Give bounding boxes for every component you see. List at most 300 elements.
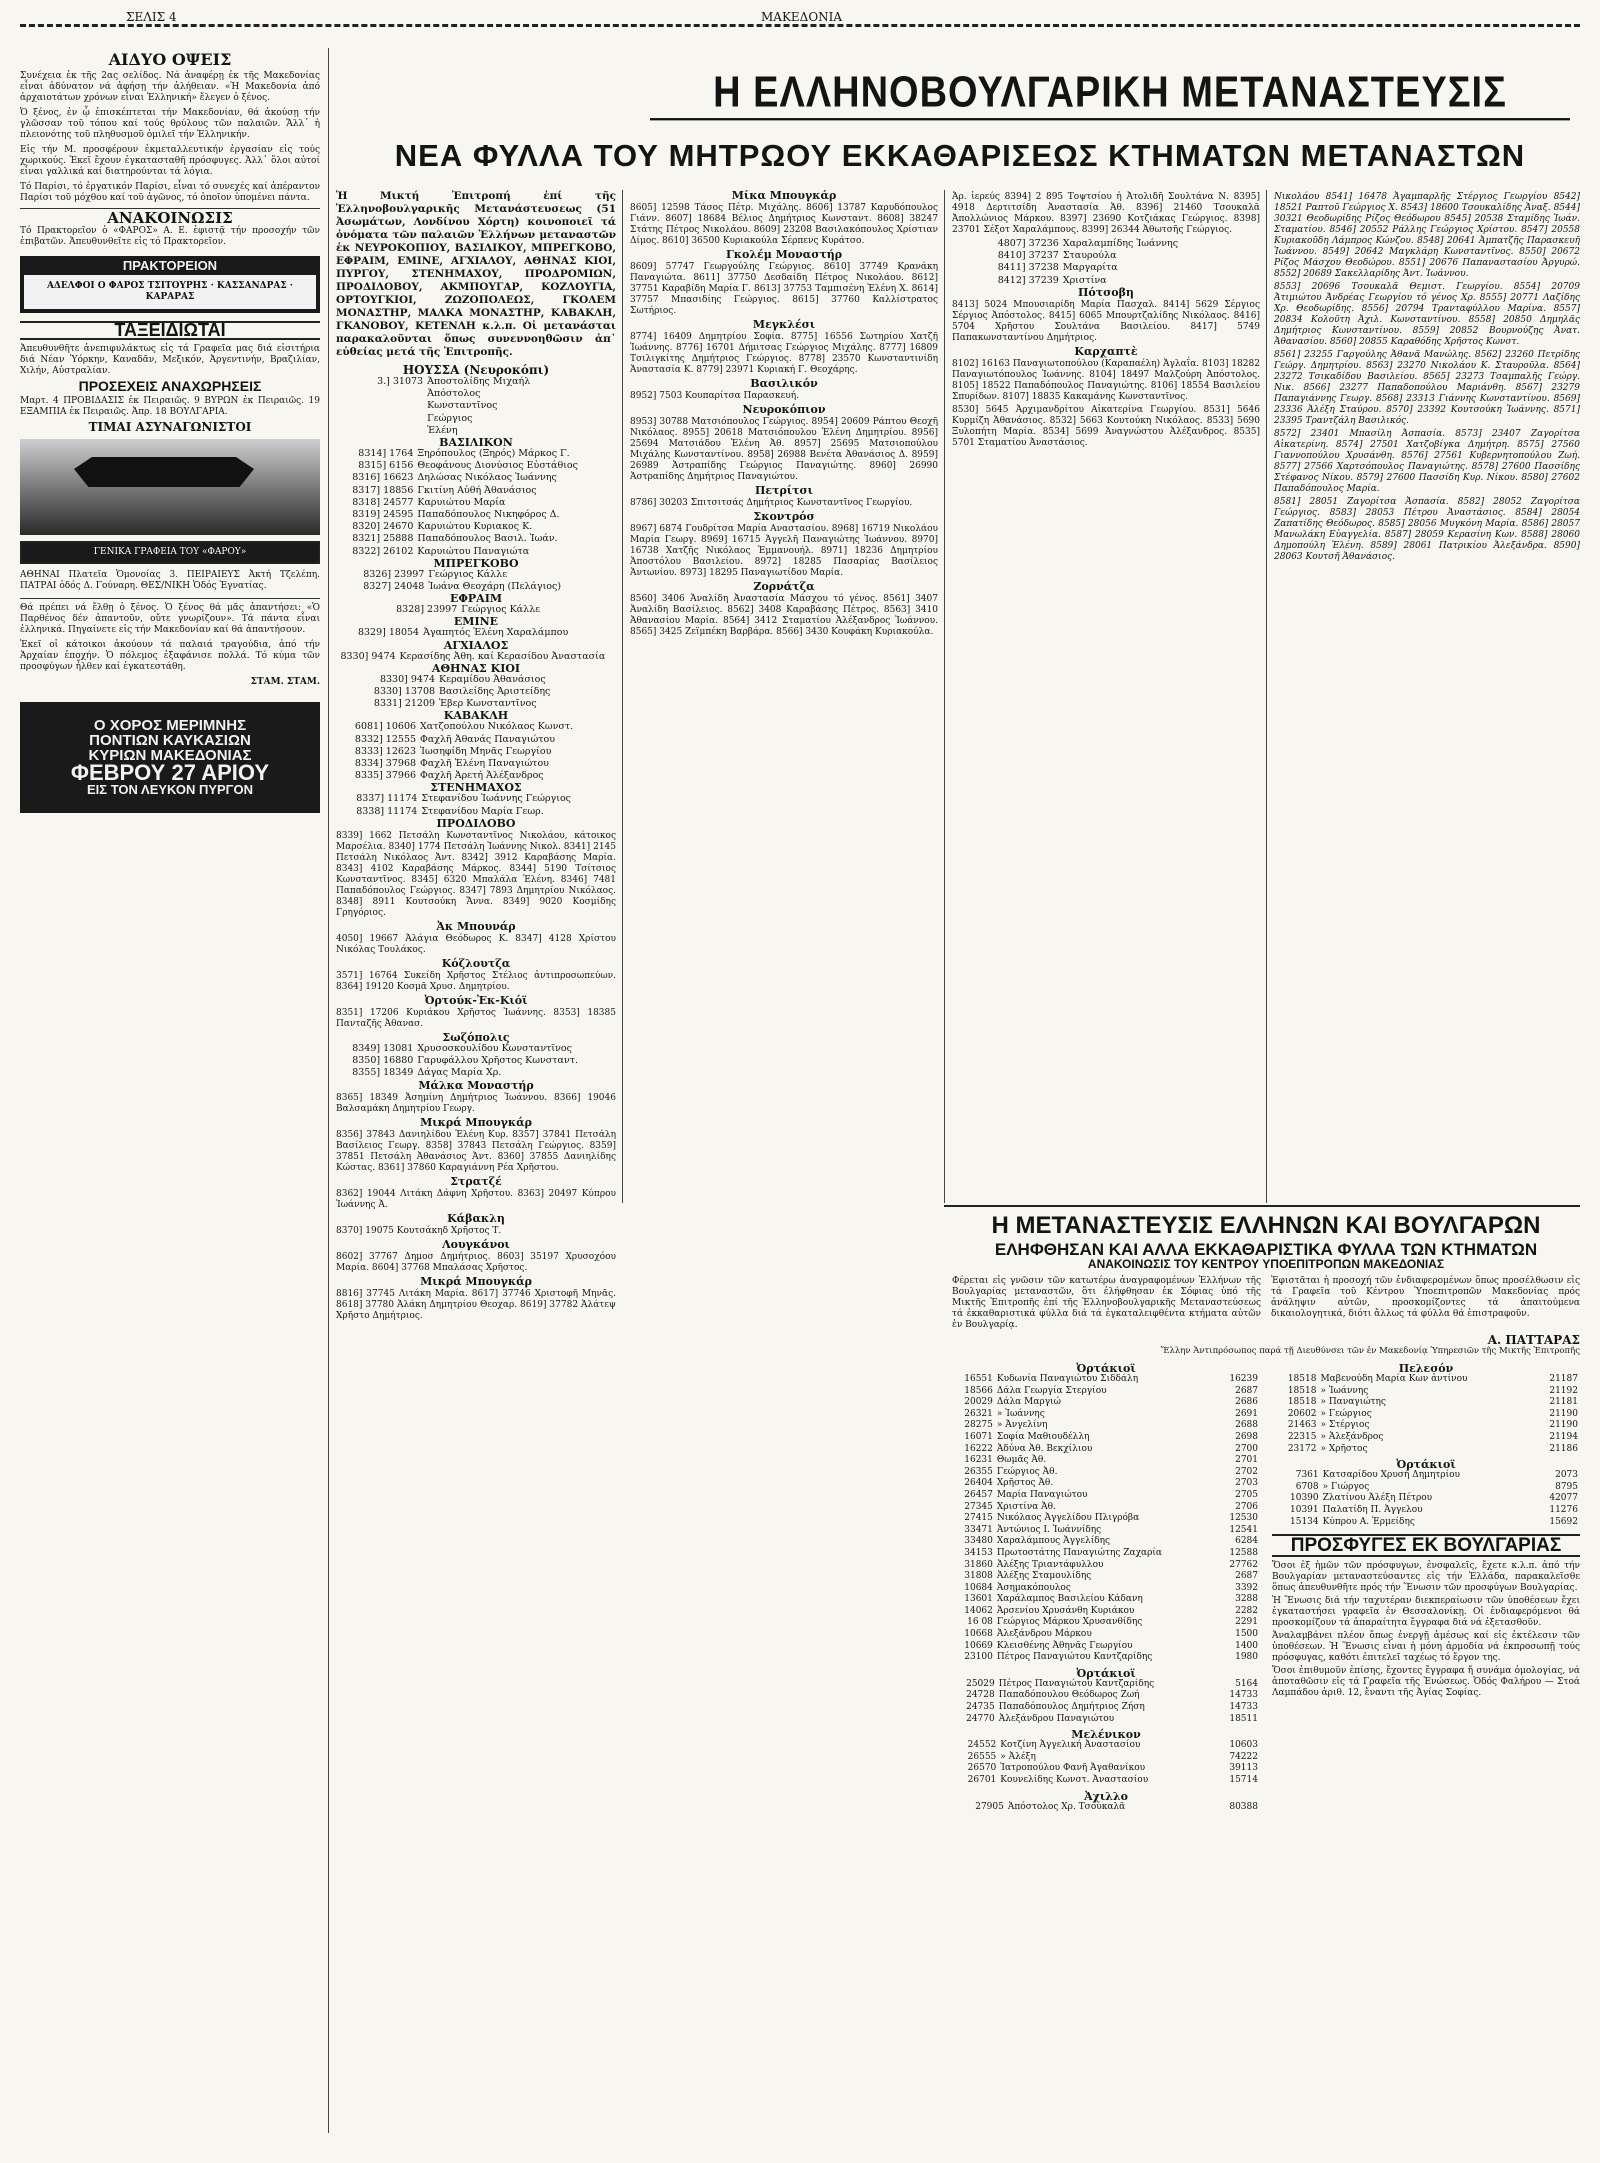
entry-name: Μαργαρίτα — [1062, 262, 1118, 274]
entry-name: Φαχλῆ Ἀθανάς Παναγιώτου — [420, 733, 556, 745]
entry-name: » Στέργιος — [1320, 1420, 1370, 1431]
entry-number — [336, 425, 425, 437]
entry-code: 12530 — [1229, 1513, 1258, 1524]
entry-number: 6708 — [1295, 1481, 1319, 1492]
entry-name: Παπαδόπουλος Δημήτριος Ζήση — [998, 1702, 1145, 1713]
section-title: ΑΘΗΝΑΣ ΚΙΟΙ — [431, 661, 521, 675]
entry-name: Ἀποστολίδης Μιχαήλ — [427, 376, 531, 387]
entry-number: 23172 — [1287, 1443, 1317, 1454]
entry-name: Μαρία Παναγιώτου — [996, 1489, 1088, 1500]
entry-number: 8328] 23997 — [396, 604, 458, 616]
entry-name: Καρυιώτου Παναγιώτα — [417, 545, 530, 557]
entry-code: 2703 — [1235, 1478, 1258, 1489]
entry-name: Παπαδόπουλος Νικηφόρος Δ. — [417, 509, 560, 521]
entry-number: 8349] 13081 — [352, 1042, 414, 1054]
entry-name: Θεοφάνους Διονύσιος Εὐστάθιος — [417, 460, 578, 472]
table-row — [336, 413, 616, 425]
table-row — [952, 1594, 1260, 1606]
list-table — [1272, 1374, 1580, 1455]
section-title: Ἀκ Μπουνάρ — [436, 919, 516, 933]
entry-code: 1500 — [1235, 1629, 1258, 1640]
entry-number: 8317] 18856 — [352, 484, 414, 496]
table-row — [952, 1502, 1260, 1514]
entry-name: » Γιώργος — [1322, 1481, 1370, 1492]
entry-code: 2691 — [1235, 1408, 1258, 1419]
table-row — [952, 1548, 1260, 1560]
table-row — [336, 546, 616, 558]
table-row — [952, 250, 1260, 262]
section-title: Μάλκα Μοναστήρ — [418, 1078, 534, 1092]
dance-ad — [20, 702, 320, 813]
entry-name: Μαβενούδη Μαρία Κων ἀντίνου — [1320, 1374, 1468, 1384]
entry-number: 28275 — [964, 1420, 993, 1431]
section-title: Σωζόπολις — [442, 1030, 510, 1044]
paragraph: 8786] 30203 Σπιτσιτσάς Δημήτριος Κωνσταντῖνος Γεωργίου. — [630, 498, 913, 508]
table-row — [336, 721, 616, 733]
section-title: ΠΡΟΔΙΛΟΒΟ — [436, 816, 516, 830]
column-rule — [328, 48, 329, 2133]
entry-code: 27762 — [1229, 1559, 1258, 1570]
article-subheadline: ΕΛΗΦΘΗΣΑΝ ΚΑΙ ΑΛΛΑ ΕΚΚΑΘΑΡΙΣΤΙΚΑ ΦΥΛΛΑ ΤΩΝ ΚΤΗΜΑΤΩΝ — [994, 1240, 1538, 1259]
right-list — [1272, 1363, 1580, 1813]
section-title: Μελένικον — [1071, 1728, 1141, 1742]
entry-number: 16222 — [964, 1443, 993, 1454]
list-column-3 — [630, 190, 938, 2130]
entry-number: 26570 — [967, 1763, 997, 1774]
section-title: ΚΑΒΑΚΛΗ — [443, 709, 509, 723]
second-article — [952, 1212, 1580, 2112]
paragraph: Ἐκεῖ οἱ κάτοικοι ἀκούουν τά παλαιά τραγούδια, ἀπό τήν Ἀρχαίαν ἐποχήν. Ὁ πόλεμος ἐξαφάνισε πολλά. Τό κύμα τῶν προσφύγων ἦλθεν καί ἐγκατεστάθη. — [20, 640, 320, 672]
paragraph: 8370] 19075 Κουτσάκηδ Χρῆστος Τ. — [336, 1225, 502, 1236]
entry-name: Κουνελίδης Κωνστ. Ἀναστασίου — [1000, 1775, 1149, 1785]
table-row — [952, 1752, 1260, 1764]
table-row — [336, 627, 616, 639]
signature: Α. ΠΑΤΤΑΡΑΣ — [1487, 1333, 1580, 1347]
list-table — [336, 569, 616, 593]
entry-code: 21187 — [1549, 1374, 1578, 1384]
entry-name: Ξηρόπουλος (Ξηρός) Μάρκος Γ. — [417, 448, 570, 460]
entry-code: 6284 — [1235, 1536, 1258, 1547]
prices-line: ΤΙΜΑΙ ΑΣΥΝΑΓΩΝΙΣΤΟΙ — [88, 420, 252, 434]
section-title: Μίκα Μπουγκάρ — [731, 190, 837, 202]
entry-number: 23100 — [964, 1652, 993, 1663]
entry-number: 18518 — [1287, 1397, 1317, 1408]
section-title: Ὀρτούκ-Ἐκ-Κιόϊ — [424, 993, 528, 1007]
table-row — [952, 1714, 1260, 1726]
entry-number: 8314] 1764 — [358, 448, 414, 460]
table-row — [952, 1740, 1260, 1752]
entry-number: 8322] 26102 — [352, 545, 414, 557]
entry-name: Χαραλαμπίδης Ἰωάννης — [1062, 238, 1179, 249]
entry-name: Χρῆστος Ἀθ. — [996, 1478, 1054, 1489]
table-row — [1272, 1493, 1580, 1505]
list-table — [952, 1679, 1260, 1725]
entry-number: 8321] 25888 — [352, 533, 414, 545]
entry-number: 8330] 13708 — [373, 686, 436, 698]
table-row — [336, 376, 616, 388]
paragraph: 8609] 57747 Γεωργούλης Γεώργιος. 8610] 37749 Κρανάκη Παναγιώτα. 8611] 37750 Δεσδαίδη Πέτρος Νικολάου. 8612] 37751 Καραβίδη Μαρία Γ. 8613] 37753 Ταμπισένη Ἑλένη Χ. 8614] 37757 Μπασιδίης Γεώργιος. 8615] 37760 Καλλίστρατος Σωτήριος. — [630, 262, 938, 316]
entry-number: 10668 — [964, 1629, 993, 1640]
dance-place: ΕΙΣ ΤΟΝ ΛΕΥΚΟΝ ΠΥΡΓΟΝ — [87, 782, 253, 797]
entry-name: Χρυσοσκουλίδου Κωνσταντῖνος — [417, 1042, 572, 1054]
list-table — [1272, 1470, 1580, 1528]
entry-number: 16551 — [964, 1374, 993, 1384]
section-title: ΒΑΣΙΛΙΚΟΝ — [439, 436, 513, 450]
entry-number: 20029 — [964, 1397, 993, 1408]
table-row — [952, 1536, 1260, 1548]
entry-code: 12541 — [1229, 1524, 1258, 1535]
article-headline: Η ΜΕΤΑΝΑΣΤΕΥΣΙΣ ΕΛΛΗΝΩΝ ΚΑΙ ΒΟΥΛΓΑΡΩΝ — [991, 1212, 1541, 1239]
paragraph: 8530] 5645 Ἀρχιμανδρίτου Αἰκατερίνα Γεωργίου. 8531] 5646 Κυρμίζη Ἀθανάσιος. 8532] 5663 Κουτούκη Νικόλαος. 8533] 5690 Ξυλοπήτη Μαρία. 8534] 5699 Ἀναγνώστου Ἀλέξανδρος. 8535] 5701 Σταματίου Ἀναστάσιος. — [952, 404, 1260, 448]
table-row — [952, 1409, 1260, 1421]
table-row — [336, 746, 616, 758]
table-row — [952, 238, 1260, 250]
entry-code: 2701 — [1235, 1455, 1258, 1466]
departures-title: ΠΡΟΣΕΧΕΙΣ ΑΝΑΧΩΡΗΣΕΙΣ — [78, 378, 262, 394]
entry-number: 3.] 31073 — [377, 376, 424, 387]
entry-code: 1400 — [1235, 1640, 1258, 1651]
travellers-title: ΤΑΞΕΙΔΙΩΤΑΙ — [20, 321, 320, 340]
entry-name: » Παναγιώτης — [1320, 1397, 1386, 1408]
list-column-4 — [952, 190, 1260, 1190]
entry-number: 18518 — [1287, 1385, 1317, 1396]
entry-code: 18511 — [1229, 1713, 1258, 1724]
entry-number: 8411] 37238 — [997, 262, 1059, 274]
entry-number: 8315] 6156 — [358, 460, 414, 472]
table-row — [1272, 1386, 1580, 1398]
paragraph: Ἀρ. ἱερεύς 8394] 2 895 Τοψτσίου ἡ Ἀτολιδῆ Σουλτάνα Ν. 8395] 4918 Δερτιτσίδη Ἀναστασία Ἀθ. 8396] 21460 Τσουκαλᾶ Ἀπολλώνιος Μάρκου. 8397] 23690 Κοτζιάκας Γεώργιος. 8398] 23701 Σέξοτ Χαραλάμπους. 8399] 26344 Ἀθωτσῆς Γεώργιος. — [952, 192, 1260, 235]
table-row — [952, 1617, 1260, 1629]
entry-number: 8326] 23997 — [363, 568, 425, 580]
entry-number: 26321 — [964, 1408, 993, 1419]
paragraph: Θά πρέπει νά ἔλθῃ ὁ ξένος. Ὁ ξένος θά μᾶς ἀπαντήσει: «Ὁ Παρθένος δέν ἀπαντοῦν, οὔτε γνωρίζουν». Τά πάντα εἶναι ἐλληνικά. Πηγαίνετε εἰς τήν Μακεδονίαν καί θά ἀπαντήσουν. — [20, 603, 320, 635]
list-table — [336, 627, 616, 639]
entry-number: 22315 — [1287, 1431, 1317, 1442]
article-title: ΑΙΔΥΟ ΟΨΕΙΣ — [108, 50, 232, 69]
entry-name: » Ἀνγελίνη — [996, 1420, 1048, 1431]
entry-name: Καρυιώτου Κυριακος Κ. — [417, 521, 533, 533]
entry-code: 3288 — [1235, 1594, 1258, 1605]
section-title: Γκολέμ Μοναστήρ — [725, 248, 843, 261]
table-row — [952, 1420, 1260, 1432]
entry-number: 6081] 10606 — [354, 721, 417, 733]
entry-number: 20602 — [1287, 1408, 1317, 1419]
signature-title: Ἕλλην Ἀντιπρόσωπος παρά τῇ Διευθύνσει τῶν ἐν Μακεδονίᾳ Ὑπηρεσιῶν τῆς Μικτῆς Ἐπιτροπῆς — [1160, 1346, 1580, 1356]
table-row — [1272, 1397, 1580, 1409]
section-title: Ὀρτάκιοϊ — [1076, 1362, 1136, 1375]
entry-code: 12588 — [1229, 1547, 1258, 1558]
steamship-illustration — [20, 439, 320, 535]
entry-number: 27415 — [964, 1513, 993, 1524]
entry-code: 74222 — [1229, 1751, 1258, 1762]
dance-line: ΚΥΡΙΩΝ ΜΑΚΕΔΟΝΙΑΣ — [88, 747, 252, 764]
header-rule — [20, 24, 1580, 27]
entry-code: 21190 — [1549, 1408, 1578, 1419]
list-table — [336, 793, 616, 817]
entry-number: 27345 — [964, 1501, 993, 1512]
section-title: ΗΟΥΣΣΑ (Νευροκόπι) — [402, 363, 550, 377]
entry-name: Βασιλείδης Ἀριστείδης — [439, 686, 551, 698]
section-title: Πελεσόν — [1398, 1362, 1454, 1375]
table-row — [952, 1679, 1260, 1691]
paragraph: 8572] 23401 Μπασίλη Ἀσπασία. 8573] 23407 Ζαγορίτσα Αἰκατερίνη. 8574] 27501 Χατζοβίγκα Δημήτρη. 8575] 27560 Γιαννοπούλου Χρυσάνθη. 8576] 27561 Κυβερνητοπούλου Ζωή. 8577] 27566 Χαρτσόπουλος Παναγιώτης. 8578] 27600 Πασσίδης Στέφανος Νίκου. 8579] 27600 Πασσίδη Κυρ. Νίκου. 8580] 27602 Παπαδόπουλος Μαρία. — [1274, 429, 1580, 494]
entry-number: 18518 — [1287, 1374, 1317, 1384]
entry-number: 10684 — [964, 1582, 993, 1593]
list-table — [336, 1043, 616, 1080]
entry-number: 8412] 37239 — [997, 274, 1059, 286]
column-rule — [622, 190, 623, 1203]
entry-code: 21194 — [1549, 1431, 1578, 1442]
paragraph: Νικολάου 8541] 16478 Ἀγαμπαρλῆς Στέργιος Γεωργίου 8542] 18521 Ραπτοῦ Γεώργιος Χ. 8543] 18600 Τσουκαλίδης Ἀναξ. 8544] 30321 Θεοδωρίδης Ρίζος Θεόδωρου 8545] 20538 Σταμίδης Ἰωάν. Σταματίου. 8546] 20552 Ράλλης Γεώργιος Χρίστου. 8547] 20558 Κυριακοῦδη Λάμπρος Κώνζου. 8548] 20641 Ἀμπατζῆς Παρασκευῆ Ἰωάννου. 8549] 20642 Μαγκλάρη Κωνσταντῖνος. 8550] 20672 Ρίζος Μάσχου Θεοδώρου. 8551] 20676 Παπαναστασίου Ἀργυρώ. 8552] 20689 Σακελλαρίδης Ἀντ. Ἰωάννου. — [1274, 192, 1580, 279]
entry-name: Κλεισθένης Ἀθηνᾶς Γεωργίου — [996, 1640, 1133, 1651]
entry-number: 26555 — [967, 1751, 997, 1762]
paragraph: Ὅσοι ἐπιθυμοῦν ἐπίσης, ἔχοντες ἔγγραφα ἤ συνάμα ὁμολογίας, νά ἀποταθῶσιν εἰς τά Γραφεῖα τῆς Ἑνώσεως. Ὁδός Φαλήρου — Στοά Λαμπάδου ἀριθ. 12, ἔναντι τῆς Ἀγίας Σοφίας. — [1272, 1666, 1580, 1699]
entry-name: Πέτρος Παναγιώτου Καντζαρίδης — [998, 1678, 1155, 1689]
entry-number: 10390 — [1290, 1493, 1319, 1504]
entry-name: Γεώργιος Ἀθ. — [996, 1466, 1058, 1477]
table-row — [1272, 1444, 1580, 1456]
paragraph: Ὁ ξένος, ἐν ᾧ ἐπισκέπτεται τήν Μακεδονίαν, θά ἀκούσῃ τήν γλῶσσαν τοῦ τόπου καί τούς θρύλους τῶν παλαιῶν. Ἄλλ᾽ ἡ πλειονότης τοῦ πληθυσμοῦ ὁμιλεῖ τήν Ἑλληνικήν. — [20, 108, 320, 140]
entry-name: Νικόλαος Ἀγγελίδου Πλιγρόβα — [996, 1513, 1140, 1524]
table-row — [952, 1374, 1260, 1386]
entry-code: 2687 — [1235, 1571, 1258, 1582]
announcement-title: ΑΝΑΚΟΙΝΩΣΙΣ — [107, 209, 233, 227]
list-table — [336, 674, 616, 711]
table-row — [336, 497, 616, 509]
list-table — [952, 1802, 1260, 1814]
section-title: Πότσοβη — [1078, 285, 1134, 299]
section-title: Στρατζέ — [450, 1174, 502, 1188]
entry-name: Δάλα Γεωργία Στεργίου — [996, 1385, 1107, 1396]
entry-number: 34153 — [964, 1547, 993, 1558]
entry-code: 2706 — [1235, 1501, 1258, 1512]
lead-paragraph: Ἡ Μικτή Ἐπιτροπή ἐπί τῆς Ἑλληνοβουλγαρικῆς Μετανάστευσεως (51 Ἀσωμάτων, Λονδίνου Χόρτη) κοινοποιεῖ τά ὀνόματα τῶν παλαιῶν Ἑλλήνων μεταναστῶν ἐκ ΝΕΥΡΟΚΟΠΙΟΥ, ΒΑΣΙΛΙΚΟΥ, ΜΠΡΕΓΚΟΒΟ, ΕΦΡΑΙΜ, ΕΜΙΝΕ, ΑΓΧΙΑΛΟΥ, ΑΘΗΝΑΣ ΚΙΟΙ, ΠΥΡΓΟΥ, ΣΤΕΝΗΜΑΧΟΥ, ΠΡΟΔΡΟΜΙΩΝ, ΠΡΟΔΙΛΟΒΟΥ, ΑΚΜΠΟΥΓΑΡ, ΚΟΖΛΟΥΓΙΑ, ΟΡΤΟΥΓΚΙΟΙ, ΖΩΖΟΠΟΛΕΩΣ, ΓΚΟΛΕΜ ΜΟΝΑΣΤΗΡ, ΜΑΛΚΑ ΜΟΝΑΣΤΗΡ, ΚΑΒΑΚΛΗ, ΓΚΑΝΟΒΟΥ, ΚΕΤΕΝΛΗ κ.λ.π. Οἱ μετανάσται παρακαλοῦνται ὅπως συνεννοηθῶσιν ἀπ᾽ εὐθείας μετά τῆς Ἐπιτροπῆς. — [336, 190, 616, 358]
entry-number: 24770 — [966, 1713, 995, 1724]
left-column — [20, 48, 320, 2138]
divider — [20, 598, 320, 599]
entry-name: Δάλα Μαργιώ — [996, 1397, 1061, 1408]
paragraph: 8560] 3406 Ἀναλίδη Ἀναστασία Μάσχου τό γένος. 8561] 3407 Ἀναλίδη Βασίλειος. 8562] 3408 Καραβάσης Πέτρος. 8563] 3410 Ἀθανασίου Μαρία. 8564] 3412 Σταματίου Ἀλέξανδρος Ἰωάννου. 8565] 3425 Ζεϊμπέκη Βαρβάρα. 8566] 3430 Κουφάκη Κυριακούλα. — [630, 594, 938, 637]
table-row — [952, 1397, 1260, 1409]
entry-number: 21463 — [1287, 1420, 1317, 1431]
entry-number: 8410] 37237 — [997, 250, 1059, 262]
table-row — [336, 1043, 616, 1055]
entry-name: Ἀπόστολος — [427, 388, 481, 400]
entry-name: Παλατίδη Π. Ἀγγελου — [1322, 1504, 1423, 1515]
table-row — [336, 460, 616, 472]
entry-code: 11276 — [1549, 1504, 1578, 1515]
entry-name: » Χρῆστος — [1320, 1443, 1368, 1454]
table-row — [952, 1641, 1260, 1653]
entry-code: 39113 — [1229, 1763, 1258, 1774]
article-divider — [944, 1205, 1580, 1207]
entry-number: 8334] 37968 — [354, 758, 417, 770]
table-row — [336, 1055, 616, 1067]
paragraph: Ἀναλαμβάνει πλέον ὅπως ἐνεργῇ ἀμέσως καί εἰς ἐκτέλεσιν τῶν ὑποθέσεων. Ἡ Ἕνωσις εἶναι ἡ μόνη ἀρμοδία νά ἐκπροσωπῇ τούς πρόσφυγας, καθότι ἐπιτελεῖ ταχέως τό ἔργον της. — [1272, 1631, 1580, 1664]
entry-number: 8318] 24577 — [352, 496, 414, 508]
refugees-title: ΠΡΟΣΦΥΓΕΣ ΕΚ ΒΟΥΛΓΑΡΙΑΣ — [1272, 1540, 1580, 1557]
article-kicker: ΑΝΑΚΟΙΝΩΣΙΣ ΤΟΥ ΚΕΝΤΡΟΥ ΥΠΟΕΠΙΤΡΟΠΩΝ ΜΑΚΕΔΟΝΙΑΣ — [1087, 1257, 1445, 1271]
table-row — [952, 1702, 1260, 1714]
column-rule — [944, 190, 945, 1203]
paragraph: 8581] 28051 Ζαγορίτσα Ἀσπασία. 8582] 28052 Ζαγορίτσα Γεώργιος. 8583] 28053 Πέτρου Ἀναστάσιος. 8584] 28054 Ζαπατίδης Θεόδωρος. 8585] 28056 Μυγκόνη Μαρία. 8586] 28057 Μανωλάκη Εὐαγγελία. 8587] 28059 Κερασίνη Κων. 8588] 28060 Δημοπούλη Ἑλένη. 8589] 28061 Πατρικίου Ἀλεξάνδρα. 8590] 28063 Κουτσῆ Ἀθανάσιος. — [1274, 497, 1580, 562]
table-row — [952, 1455, 1260, 1467]
table-row — [336, 388, 616, 400]
entry-number: 7361 — [1295, 1470, 1319, 1481]
office-title: ΓΕΝΙΚΑ ΓΡΑΦΕΙΑ ΤΟΥ «ΦΑΡΟΥ» — [20, 541, 320, 564]
paragraph: 8816] 37745 Λιτάκη Μαρία. 8617] 37746 Χριστοφῆ Μηνᾶς. 8618] 37780 Ἀλάκη Δημητρίου Θεοχαρ. 8619] 37782 Ἀλάτεψ Χρῆστο Δημήτριος. — [336, 1288, 616, 1321]
entry-name: Γκιτίνη Αὐθή Ἀθανάσιος — [417, 484, 537, 496]
entry-code: 16239 — [1229, 1374, 1258, 1384]
entry-name: Πρωτοστάτης Παναγιώτης Ζαχαρία — [996, 1547, 1162, 1558]
entry-number: 8330] 9474 — [379, 673, 436, 685]
table-row — [1272, 1432, 1580, 1444]
entry-code: 80388 — [1229, 1801, 1258, 1812]
list-column-2 — [336, 190, 616, 2130]
entry-name: Κερασίδης Ἀθη. καί Κερασίδου Ἀναστασία — [399, 650, 606, 662]
entry-code: 2702 — [1235, 1466, 1258, 1477]
entry-name: Ἀγαπητός Ἑλένη Χαραλάμπου — [423, 627, 569, 639]
table-row — [1272, 1517, 1580, 1529]
paragraph: 8365] 18349 Ἀσημίνη Δημήτριος Ἰωάννου. 8366] 19046 Βαλσαμάκη Δημητρίου Γεωργ. — [336, 1092, 616, 1114]
entry-name: Κεραμίδου Ἀθανάσιος — [439, 673, 546, 685]
entry-name: Δάγας Μαρία Χρ. — [417, 1067, 502, 1079]
entry-name: Σοφία Μαθιουδέλλη — [996, 1431, 1090, 1442]
paragraph: Ὅσοι ἐξ ἡμῶν τῶν πρόσφυγων, ἐνσφαλεῖς, ἔχετε κ.λ.π. ἀπό τήν Βουλγαρίαν μεταναστεύσαντες εἰς τήν Ἑλλάδα, παρακαλεῖσθε ὅπως ἀπευθυνθῆτε πρός τήν Ἕνωσιν τῶν προσφύγων Βουλγαρίας. — [1272, 1561, 1580, 1594]
entry-name: Ἰωάνα Θεοχάρη (Πελάγιος) — [428, 581, 562, 593]
entry-number: 16071 — [964, 1431, 993, 1442]
entry-name: Κοτζίνη Ἀγγελική Ἀναστασίου — [1000, 1740, 1141, 1751]
paragraph: 4050] 19667 Ἀλάγια Θεόδωρος Κ. 8347] 4128 Χρίστου Νικόλας Τουλάκος. — [336, 933, 616, 955]
section-title: Πετρίτσι — [755, 484, 813, 497]
entry-number: 8337] 11174 — [356, 793, 418, 805]
entry-code: 2705 — [1235, 1489, 1258, 1500]
table-row — [336, 521, 616, 533]
entry-number: 8338] 11174 — [356, 805, 418, 817]
entry-code: 21190 — [1549, 1420, 1578, 1431]
paragraph: 8351] 17206 Κυριάκου Χρῆστος Ἰωάννης. 8353] 18385 Πανταζῆς Ἀθανασ. — [336, 1007, 616, 1029]
entry-number — [336, 388, 425, 400]
entry-name: Χριστίνα Ἀθ. — [996, 1501, 1056, 1512]
entry-number: 8330] 9474 — [340, 650, 396, 662]
table-row — [336, 533, 616, 545]
table-row — [952, 1432, 1260, 1444]
paragraph: Φέρεται εἰς γνῶσιν τῶν κατωτέρω ἀναγραφομένων Ἑλλήνων τῆς Βουλγαρίας μεταναστῶν, ὅτι ἐλήφθησαν ἐκ Σόφιας ὑπό τῆς Μικτῆς Ἐπιτροπῆς ἐπί τῆς Ἑλληνοβουλγαρικῆς Μεταναστεύσεως τά ἐκκαθαριστικά φύλλα διά τά ἐγκαταλειφθέντα κτήματα αὐτῶν ἐν Βουλγαρίᾳ. — [952, 1276, 1261, 1330]
section-title: Μικρά Μπουγκάρ — [420, 1274, 532, 1288]
table-row — [336, 686, 616, 698]
entry-code: 2687 — [1235, 1385, 1258, 1396]
agency-ad — [20, 256, 320, 313]
dance-line: Ο ΧΟΡΟΣ ΜΕΡΙΜΝΗΣ — [93, 717, 247, 734]
table-row — [952, 1513, 1260, 1525]
table-row — [1272, 1470, 1580, 1482]
list-table — [952, 1740, 1260, 1786]
entry-name: Χαραλάμπους Ἀγγελίδης — [996, 1536, 1111, 1547]
section-title: ΣΤΕΝΗΜΑΧΟΣ — [430, 781, 522, 795]
entry-name: Ἀδύνα Ἀθ. Βεκχίλιου — [996, 1443, 1093, 1454]
entry-name: Ἀλέξης Σταμουλίδης — [996, 1571, 1092, 1582]
entry-name: Ζλατίνου Ἀλέξη Πέτρου — [1322, 1493, 1433, 1504]
entry-number: 8319] 24595 — [352, 509, 414, 521]
paragraph: 3571] 16764 Συκείδη Χρῆστος Στέλιος ἀντιπροσωπεύων. 8364] 19120 Κοσμᾶ Χρυσ. Δημητρίου. — [336, 970, 616, 992]
table-row — [1272, 1505, 1580, 1517]
list-table — [952, 1374, 1260, 1664]
table-row — [952, 1690, 1260, 1702]
entry-code: 2686 — [1235, 1397, 1258, 1408]
table-row — [1272, 1482, 1580, 1494]
list-table — [336, 376, 616, 437]
paragraph: 8967] 6874 Γουδρίτσα Μαρία Αναστασίου. 8968] 16719 Νικολάου Μαρία Γεωργ. 8969] 16715 Ἀγγελῆ Παναγιώτης Ἰωάννου. 8970] 16738 Χατζῆς Νικόλαος Ἐμμανουήλ. 8971] 18236 Δημητρίου Ἀποστόλου Βασιλείου. 8972] 18285 Πασαρίας Βασίλειος Ἀντωνίου. 8973] 18295 Παναγιωτίδου Μαρία. — [630, 524, 938, 578]
newspaper-name: ΜΑΚΕΔΟΝΙΑ — [755, 10, 848, 24]
table-row — [336, 472, 616, 484]
entry-number: 8316] 16623 — [352, 472, 414, 484]
entry-name: Κατσαρίδου Χρυσή Δημητρίου — [1322, 1470, 1461, 1481]
agency-names: ΑΔΕΛΦΟΙ Ο ΦΑΡΟΣ ΤΣΙΤΟΥΡΗΣ · ΚΑΣΣΑΝΔΡΑΣ · ΚΑΡΑΡΑΣ — [24, 275, 316, 309]
entry-number — [336, 413, 425, 425]
dance-line: ΠΟΝΤΙΩΝ ΚΑΥΚΑΣΙΩΝ — [89, 732, 251, 749]
table-row — [952, 275, 1260, 287]
entry-number: 8329] 18054 — [357, 627, 420, 639]
section-title: ΑΓΧΙΑΛΟΣ — [443, 638, 509, 652]
paragraph: 8102] 16163 Παναγιωτοπούλου (Καραπαέλη) Ἀγλαΐα. 8103] 18282 Παναγιωτόπουλος Ἰωάννης. 8104] 18497 Μαλζούρη Ἀπόστολος. 8105] 18522 Παπαδόπουλος Παναγιώτης. 8106] 18554 Βασιλείου Σπυρίδων. 8107] 18835 Κακαμάνης Κωνσταντῖνος. — [952, 358, 1260, 402]
entry-name: Καρυιώτου Μαρία — [417, 496, 506, 508]
paragraph: Εἰς τήν Μ. προσφέρουν ἐκμεταλλευτικήν ἐργασίαν εἰς τούς χωρικούς. Ἐκεῖ ἔχουν ἐγκατασταθῆ πρόσφυγες. Ἀλλ᾽ ὅλοι αὐτοί εἶναι γαλλικά καί διατηρούνται τά λόγια. — [20, 145, 320, 177]
table-row — [952, 1490, 1260, 1502]
table-row — [336, 734, 616, 746]
section-title: Ἀχιλλο — [1084, 1789, 1128, 1803]
table-row — [1272, 1374, 1580, 1386]
table-row — [952, 1606, 1260, 1618]
entry-number: 14062 — [964, 1605, 993, 1616]
table-row — [952, 1629, 1260, 1641]
entry-number: 31860 — [964, 1559, 993, 1570]
entry-name: Ἀλέξης Τριαντάφυλλου — [996, 1559, 1104, 1570]
paragraph: ΑΘΗΝΑΙ Πλατεῖα Ὁμονοίας 3. ΠΕΙΡΑΙΕΥΣ Ἀκτή Τζελέπη. ΠΑΤΡΑΙ ὁδός Δ. Γούναρη. ΘΕΣ/ΝΙΚΗ Ὁδός Ἐγνατίας. — [20, 570, 320, 591]
entry-number: 8320] 24670 — [352, 521, 414, 533]
section-title: Βασιλικόν — [750, 377, 818, 390]
entry-number: 15134 — [1290, 1516, 1319, 1527]
entry-name: » Ἀλεξάνδρος — [1320, 1431, 1384, 1442]
paragraph: 8356] 37843 Δανιηλίδου Ἑλένη Κυρ. 8357] 37841 Πετσάλη Βασίλειος Γεωργ. 8358] 37843 Πετσάλη Γεώργιος. 8359] 37851 Πετσάλη Ἀθανάσιος Ἀντ. 8360] 37855 Δανιηλίδης Κώστας. 8361] 37860 Καραγιάννη Ρέα Χρῆστου. — [336, 1129, 616, 1173]
entry-name: Ἀντώνιος Ι. Ἰωάννίδης — [996, 1524, 1102, 1535]
entry-name: Παπαδόπουλος Βασιλ. Ἰωάν. — [417, 533, 558, 545]
paragraph: Μαρτ. 4 ΠΡΟΒΙΔΑΣΙΣ ἐκ Πειραιῶς. 9 ΒΥΡΩΝ ἐκ Πειραιῶς. 19 ΕΞΑΜΠΙΑ ἐκ Πειραιῶς. Ἀπρ. 18 ΒΟΥΛΓΑΡΙΑ. — [20, 396, 320, 417]
list-table — [336, 721, 616, 782]
entry-name: Κυδωνία Παναγιώτου Σιδδάλη — [996, 1374, 1139, 1384]
entry-number: 16 08 — [967, 1617, 993, 1628]
list-table — [952, 238, 1260, 287]
table-row — [952, 1386, 1260, 1398]
entry-number: 25029 — [966, 1678, 995, 1689]
table-row — [336, 793, 616, 805]
paragraph: 8561] 23255 Γαργούλης Ἀθανᾶ Μανώλης. 8562] 23260 Πετρίδης Γεώργ. Δημητρίου. 8563] 23270 Νικολάου Κ. Σταυροῦλα. 8564] 23272 Τσικαδίδου Βασιλείου. 8565] 23273 Τσαμπαλῆς Γεώργ. Νικ. 8566] 23277 Παπαδοπούλου Μαριάνθη. 8567] 23279 Παπαγιάννης Γεωργ. 8568] 23313 Γιάννης Κωνσταντίνου. 8569] 23336 Ἀλέξη Σταύρου. 8570] 23392 Κουτσούκη Ἰωάννης. 8571] 23395 Τραντζάλη Βασιλικός. — [1274, 350, 1580, 426]
entry-code: 5164 — [1235, 1678, 1258, 1689]
entry-name: Ἀλεξάνδρου Παναγιώτου — [998, 1713, 1115, 1724]
table-row — [952, 1763, 1260, 1775]
section-title: Λουγκάνοι — [442, 1237, 510, 1251]
entry-code: 3392 — [1235, 1582, 1258, 1593]
entry-name: Στεφανίδου Ἰωάννης Γεώργιος — [421, 793, 572, 805]
entry-number: 8350] 16880 — [352, 1055, 414, 1067]
paragraph: 8553] 20696 Τσουκαλᾶ Θεμιστ. Γεωργίου. 8554] 20709 Ἀτιμιώτου Ἀνδρέας Γεωργίου τό γένος Χρ. 8555] 20771 Λαζίδης Χρ. Θεοδωρίδης. 8556] 20794 Τρανταφύλλου Μαρίνα. 8557] 20834 Κολοῦτη Ἀχιλ. Κωνσταντίνου. 8558] 20850 Δημηλᾶς Δημήτριος Κωνσταντίνου. 8559] 20852 Βουρνούζης Ἀνατ. Ἀθανασίου. 8560] 20855 Καραθόδης Χρῆστος Κωνστ. — [1274, 282, 1580, 347]
entry-name: Γεώργιος Κάλλε — [428, 568, 508, 580]
table-row — [952, 262, 1260, 274]
entry-name: Ἰατροπούλου Φανῆ Ἀγαθανίκου — [1000, 1763, 1146, 1774]
entry-number: 8327] 24048 — [363, 581, 425, 593]
table-row — [336, 448, 616, 460]
section-title: Κάβακλη — [447, 1211, 505, 1225]
entry-name: Γαρυφάλλου Χρῆστος Κωνσταντ. — [417, 1055, 578, 1067]
